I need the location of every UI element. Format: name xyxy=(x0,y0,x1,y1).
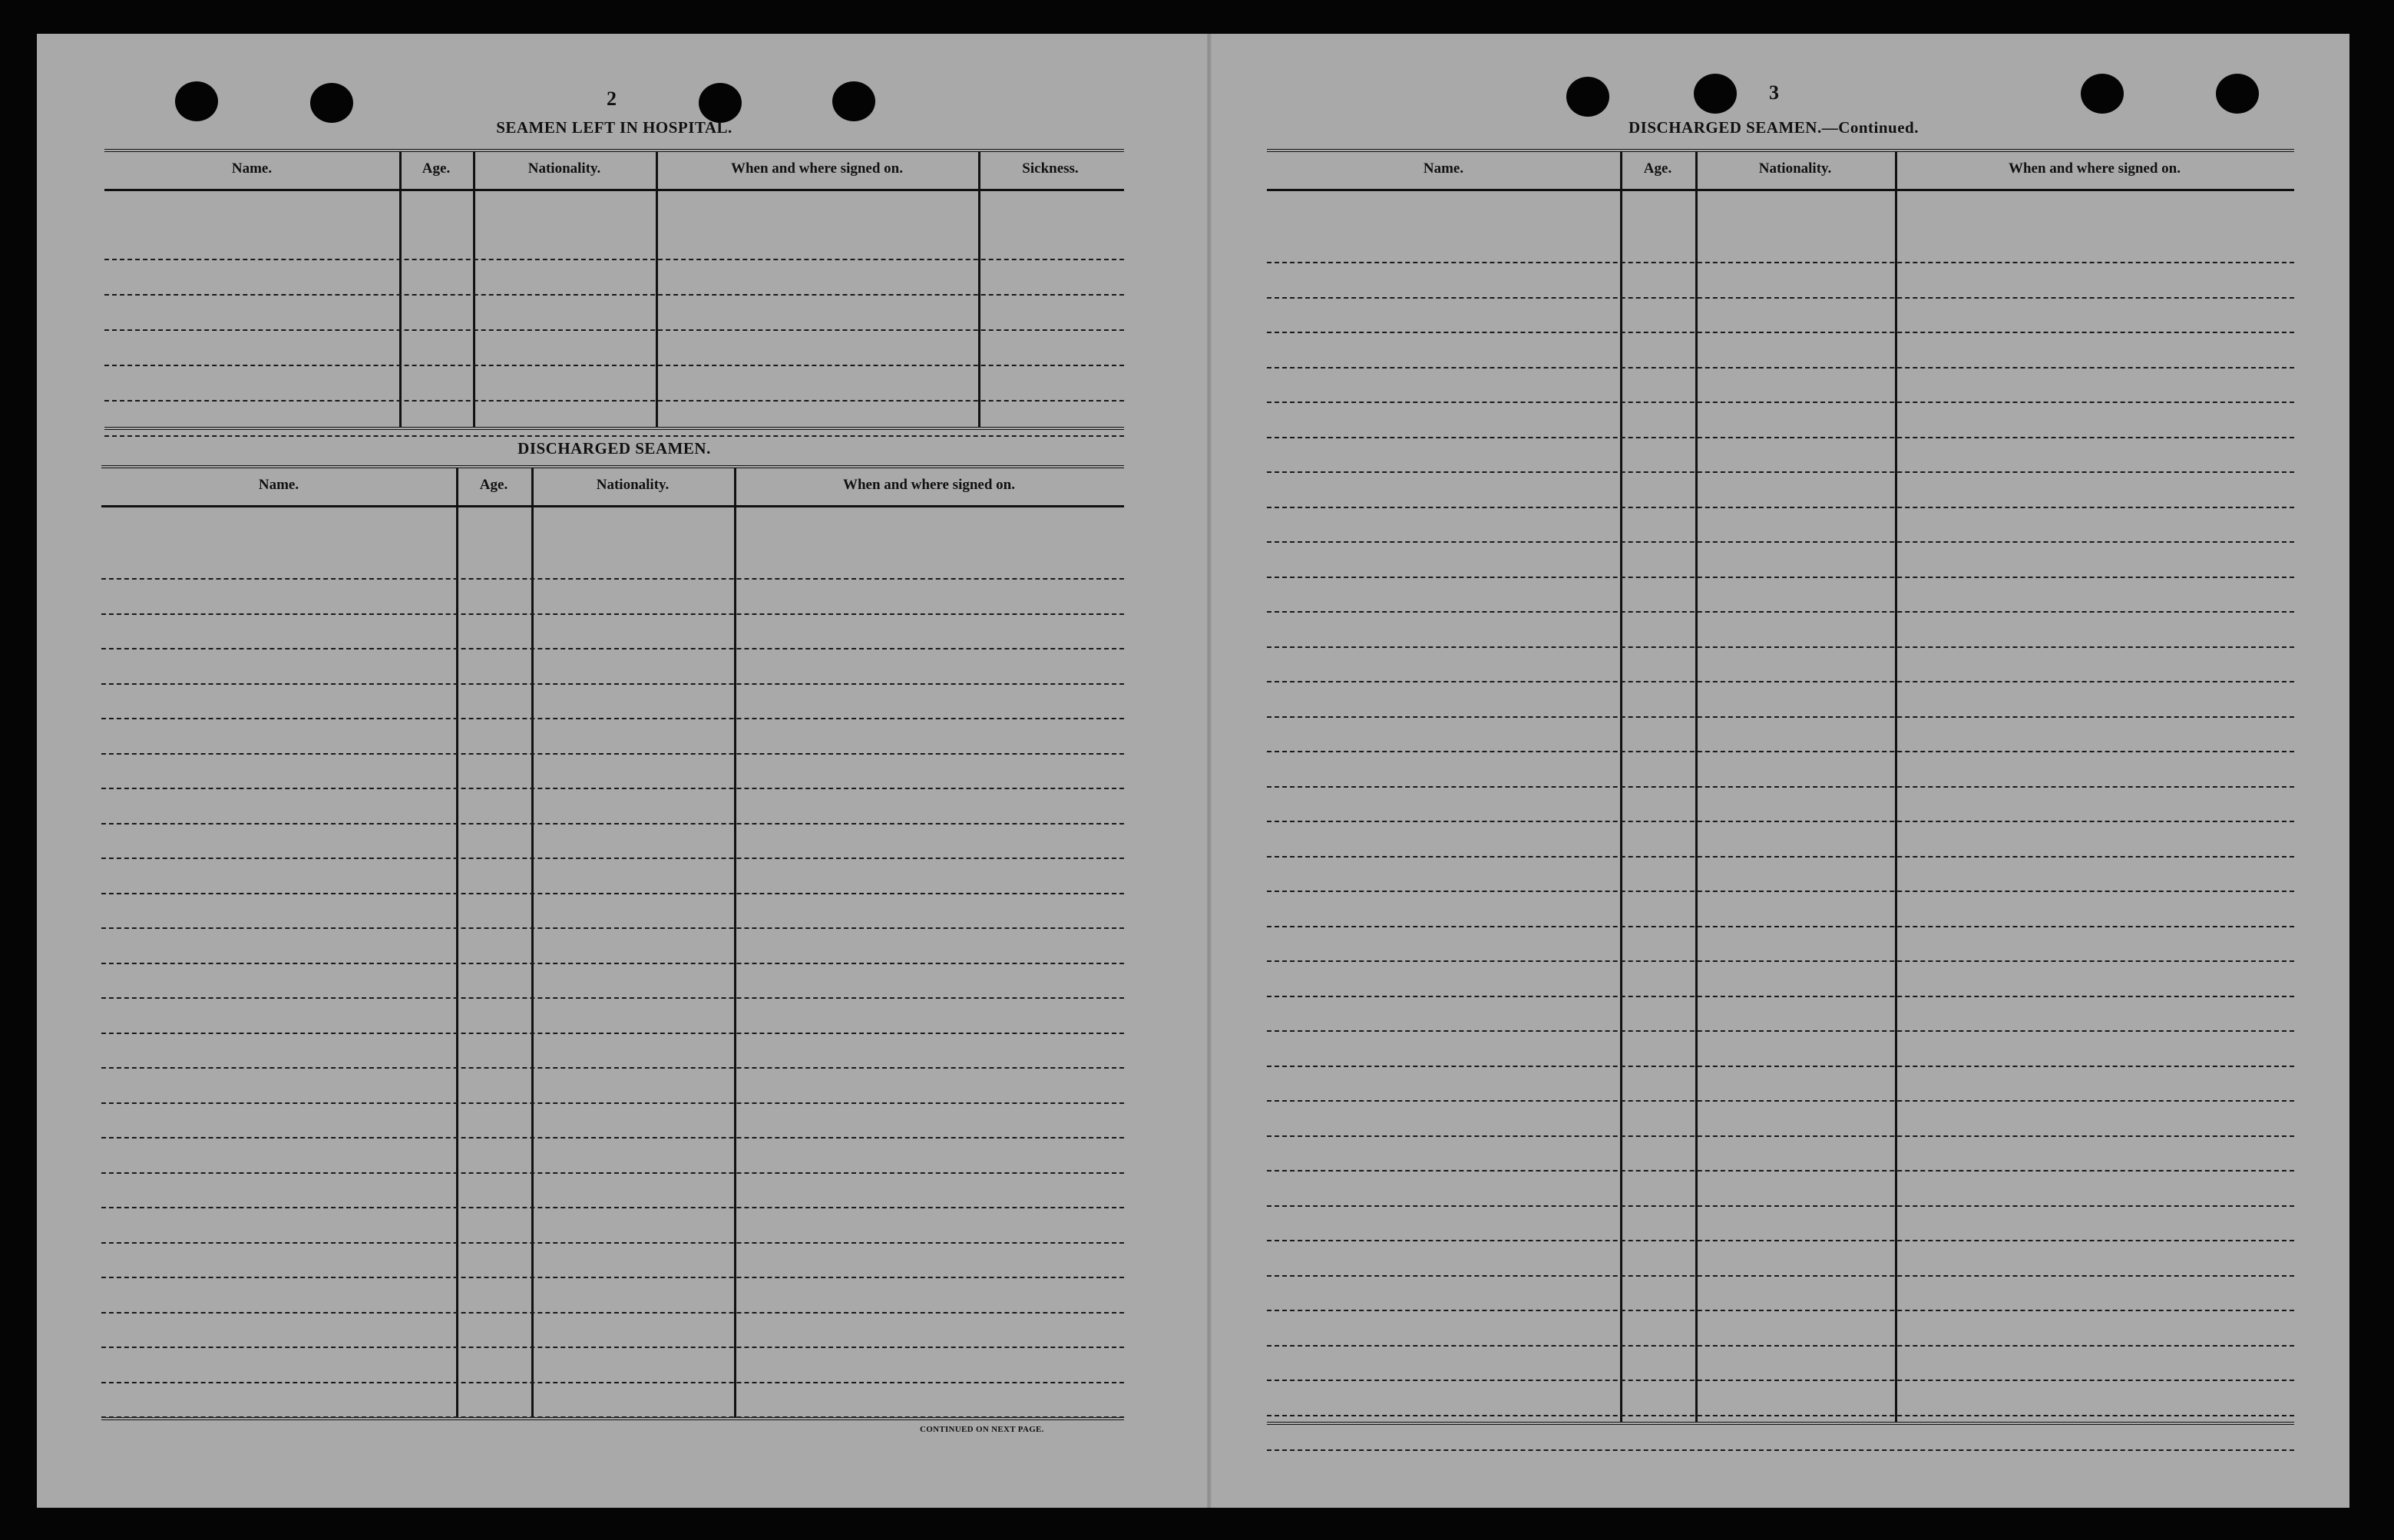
discharged-table-left xyxy=(101,465,1124,1420)
blank-entry-row xyxy=(101,578,1124,580)
discharged-section-title: DISCHARGED SEAMEN. xyxy=(517,439,711,458)
blank-entry-row xyxy=(1267,926,2294,927)
punch-hole xyxy=(310,83,353,123)
discharged-continued-title: DISCHARGED SEAMEN.—Continued. xyxy=(1629,118,1919,137)
blank-entry-row xyxy=(1267,821,2294,822)
continued-note: CONTINUED ON NEXT PAGE. xyxy=(920,1425,1044,1434)
blank-entry-row xyxy=(101,893,1124,894)
blank-entry-row xyxy=(1267,367,2294,368)
punch-hole xyxy=(2081,74,2124,114)
discharged-right-col-nationality: Nationality. xyxy=(1758,160,1832,177)
blank-entry-row xyxy=(1267,1449,2294,1451)
blank-entry-row xyxy=(104,435,1124,437)
blank-entry-row xyxy=(1267,437,2294,438)
blank-entry-row xyxy=(1267,1135,2294,1137)
column-rule xyxy=(531,468,534,1417)
blank-entry-row xyxy=(1267,960,2294,962)
blank-entry-row xyxy=(1267,1380,2294,1381)
hospital-col-age: Age. xyxy=(422,160,451,177)
punch-hole xyxy=(832,81,875,121)
blank-entry-row xyxy=(101,858,1124,859)
blank-entry-row xyxy=(1267,297,2294,299)
blank-entry-row xyxy=(1267,471,2294,473)
blank-entry-row xyxy=(101,1277,1124,1278)
hospital-table xyxy=(104,149,1124,430)
discharged-right-col-signed-on: When and where signed on. xyxy=(2008,160,2181,177)
discharged-left-header xyxy=(101,468,1124,507)
blank-entry-row xyxy=(101,613,1124,615)
blank-entry-row xyxy=(1267,262,2294,263)
blank-entry-row xyxy=(1267,541,2294,543)
blank-entry-row xyxy=(101,1347,1124,1348)
blank-entry-row xyxy=(101,648,1124,649)
hospital-col-name: Name. xyxy=(231,160,273,177)
blank-entry-row xyxy=(1267,646,2294,648)
hospital-col-nationality: Nationality. xyxy=(527,160,601,177)
blank-entry-row xyxy=(1267,1415,2294,1416)
blank-entry-row xyxy=(101,1137,1124,1138)
blank-entry-row xyxy=(101,1102,1124,1104)
blank-entry-row xyxy=(1267,681,2294,682)
blank-entry-row xyxy=(101,1172,1124,1174)
blank-entry-row xyxy=(1267,786,2294,788)
punch-hole xyxy=(699,83,742,123)
discharged-right-col-age: Age. xyxy=(1643,160,1672,177)
blank-entry-row xyxy=(104,329,1124,331)
blank-entry-row xyxy=(1267,1240,2294,1241)
blank-entry-row xyxy=(101,1416,1124,1418)
blank-entry-row xyxy=(104,259,1124,260)
blank-entry-row xyxy=(101,1382,1124,1383)
blank-entry-row xyxy=(101,788,1124,789)
punch-hole xyxy=(175,81,218,121)
column-rule xyxy=(456,468,458,1417)
hospital-col-signed-on: When and where signed on. xyxy=(730,160,903,177)
blank-entry-row xyxy=(1267,1310,2294,1311)
blank-entry-row xyxy=(1267,751,2294,752)
hospital-col-sickness: Sickness. xyxy=(1022,160,1079,177)
blank-entry-row xyxy=(1267,1100,2294,1102)
blank-entry-row xyxy=(1267,891,2294,892)
blank-entry-row xyxy=(1267,1030,2294,1032)
blank-entry-row xyxy=(1267,1066,2294,1067)
blank-entry-row xyxy=(1267,611,2294,613)
blank-entry-row xyxy=(1267,332,2294,333)
discharged-left-col-signed-on: When and where signed on. xyxy=(842,477,1015,493)
hospital-section-title: SEAMEN LEFT IN HOSPITAL. xyxy=(496,118,732,137)
blank-entry-row xyxy=(101,1033,1124,1034)
discharged-left-col-nationality: Nationality. xyxy=(596,477,670,493)
punch-hole xyxy=(2216,74,2259,114)
blank-entry-row xyxy=(101,963,1124,964)
discharged-table-right xyxy=(1267,149,2294,1425)
blank-entry-row xyxy=(1267,507,2294,508)
column-rule xyxy=(978,152,980,427)
blank-entry-row xyxy=(101,927,1124,929)
punch-hole xyxy=(1694,74,1737,114)
blank-entry-row xyxy=(101,1067,1124,1069)
discharged-left-col-name: Name. xyxy=(258,477,299,493)
blank-entry-row xyxy=(1267,1275,2294,1277)
blank-entry-row xyxy=(1267,1345,2294,1347)
blank-entry-row xyxy=(104,294,1124,296)
page-number-left: 2 xyxy=(607,88,617,110)
blank-entry-row xyxy=(1267,577,2294,578)
blank-entry-row xyxy=(101,753,1124,755)
discharged-right-col-name: Name. xyxy=(1423,160,1464,177)
blank-entry-row xyxy=(1267,856,2294,858)
column-rule xyxy=(399,152,402,427)
blank-entry-row xyxy=(101,683,1124,685)
blank-entry-row xyxy=(1267,402,2294,403)
punch-hole xyxy=(1566,77,1609,117)
blank-entry-row xyxy=(101,1207,1124,1208)
column-rule xyxy=(473,152,475,427)
manifest-sheet xyxy=(37,34,2349,1508)
page-number-right: 3 xyxy=(1769,81,1779,104)
blank-entry-row xyxy=(104,400,1124,402)
hospital-table-header xyxy=(104,152,1124,191)
column-rule xyxy=(734,468,736,1417)
blank-entry-row xyxy=(101,1242,1124,1244)
blank-entry-row xyxy=(101,1312,1124,1314)
blank-entry-row xyxy=(104,365,1124,366)
blank-entry-row xyxy=(1267,1205,2294,1207)
discharged-right-header xyxy=(1267,152,2294,191)
blank-entry-row xyxy=(101,718,1124,719)
blank-entry-row xyxy=(101,997,1124,999)
column-rule xyxy=(656,152,658,427)
page-fold xyxy=(1207,34,1212,1508)
blank-entry-row xyxy=(101,823,1124,825)
blank-entry-row xyxy=(1267,716,2294,718)
blank-entry-row xyxy=(1267,996,2294,997)
blank-entry-row xyxy=(1267,1170,2294,1172)
discharged-left-col-age: Age. xyxy=(479,477,508,493)
